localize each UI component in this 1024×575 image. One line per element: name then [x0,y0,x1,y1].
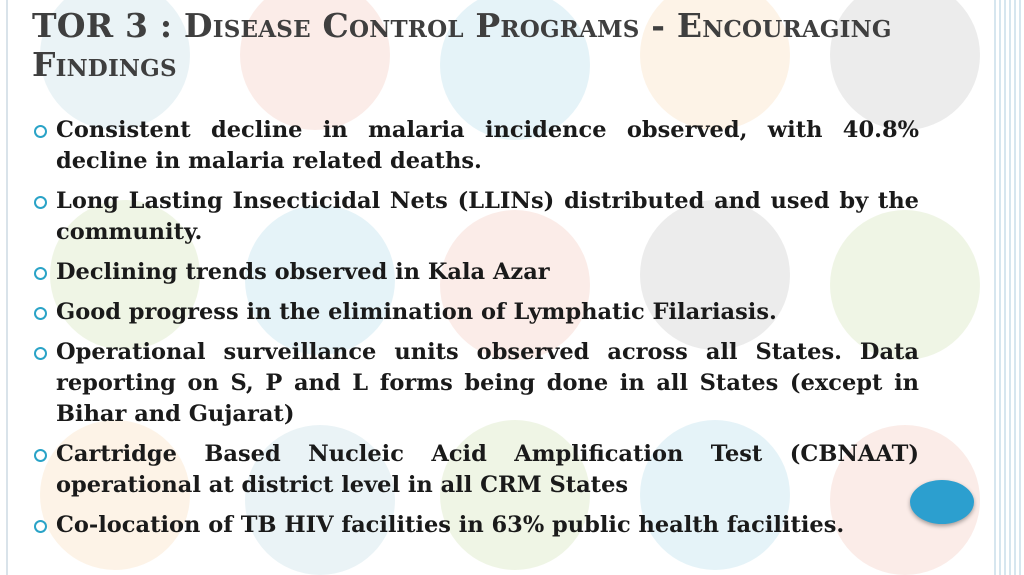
ring-bullet-icon [34,520,47,533]
finding-item [34,257,919,288]
right-stripe-border [994,0,1024,575]
slide-nav-button[interactable] [910,480,974,524]
finding-item [34,337,919,430]
finding-item [34,186,919,248]
finding-text: Co-location of TB HIV facilities in 63% public health facilities. [56,512,845,538]
finding-text: Long Lasting Insecticidal Nets (LLINs) distributed and used by the community. [56,188,919,245]
finding-text: Good progress in the elimination of Lymphatic Filariasis. [56,299,777,325]
finding-item [34,297,919,328]
finding-item [34,510,919,541]
finding-item [34,115,919,177]
findings-list [34,115,919,550]
ring-bullet-icon [34,125,47,138]
finding-text: Consistent decline in malaria incidence observed, with 40.8% decline in malaria related deaths. [56,117,919,174]
ring-bullet-icon [34,196,47,209]
ring-bullet-icon [34,347,47,360]
ring-bullet-icon [34,307,47,320]
left-border-line [6,0,8,575]
finding-item [34,439,919,501]
finding-text: Operational surveillance units observed across all States. Data reporting on S, P and L forms being done in all States (except in Bihar and Gujarat) [56,339,919,427]
finding-text: Declining trends observed in Kala Azar [56,259,550,285]
ring-bullet-icon [34,449,47,462]
slide-title: TOR 3 : Disease Control Programs - Encouraging Findings [32,6,892,84]
ring-bullet-icon [34,267,47,280]
finding-text: Cartridge Based Nucleic Acid Amplification Test (CBNAAT) operational at district level in all CRM States [56,441,919,498]
